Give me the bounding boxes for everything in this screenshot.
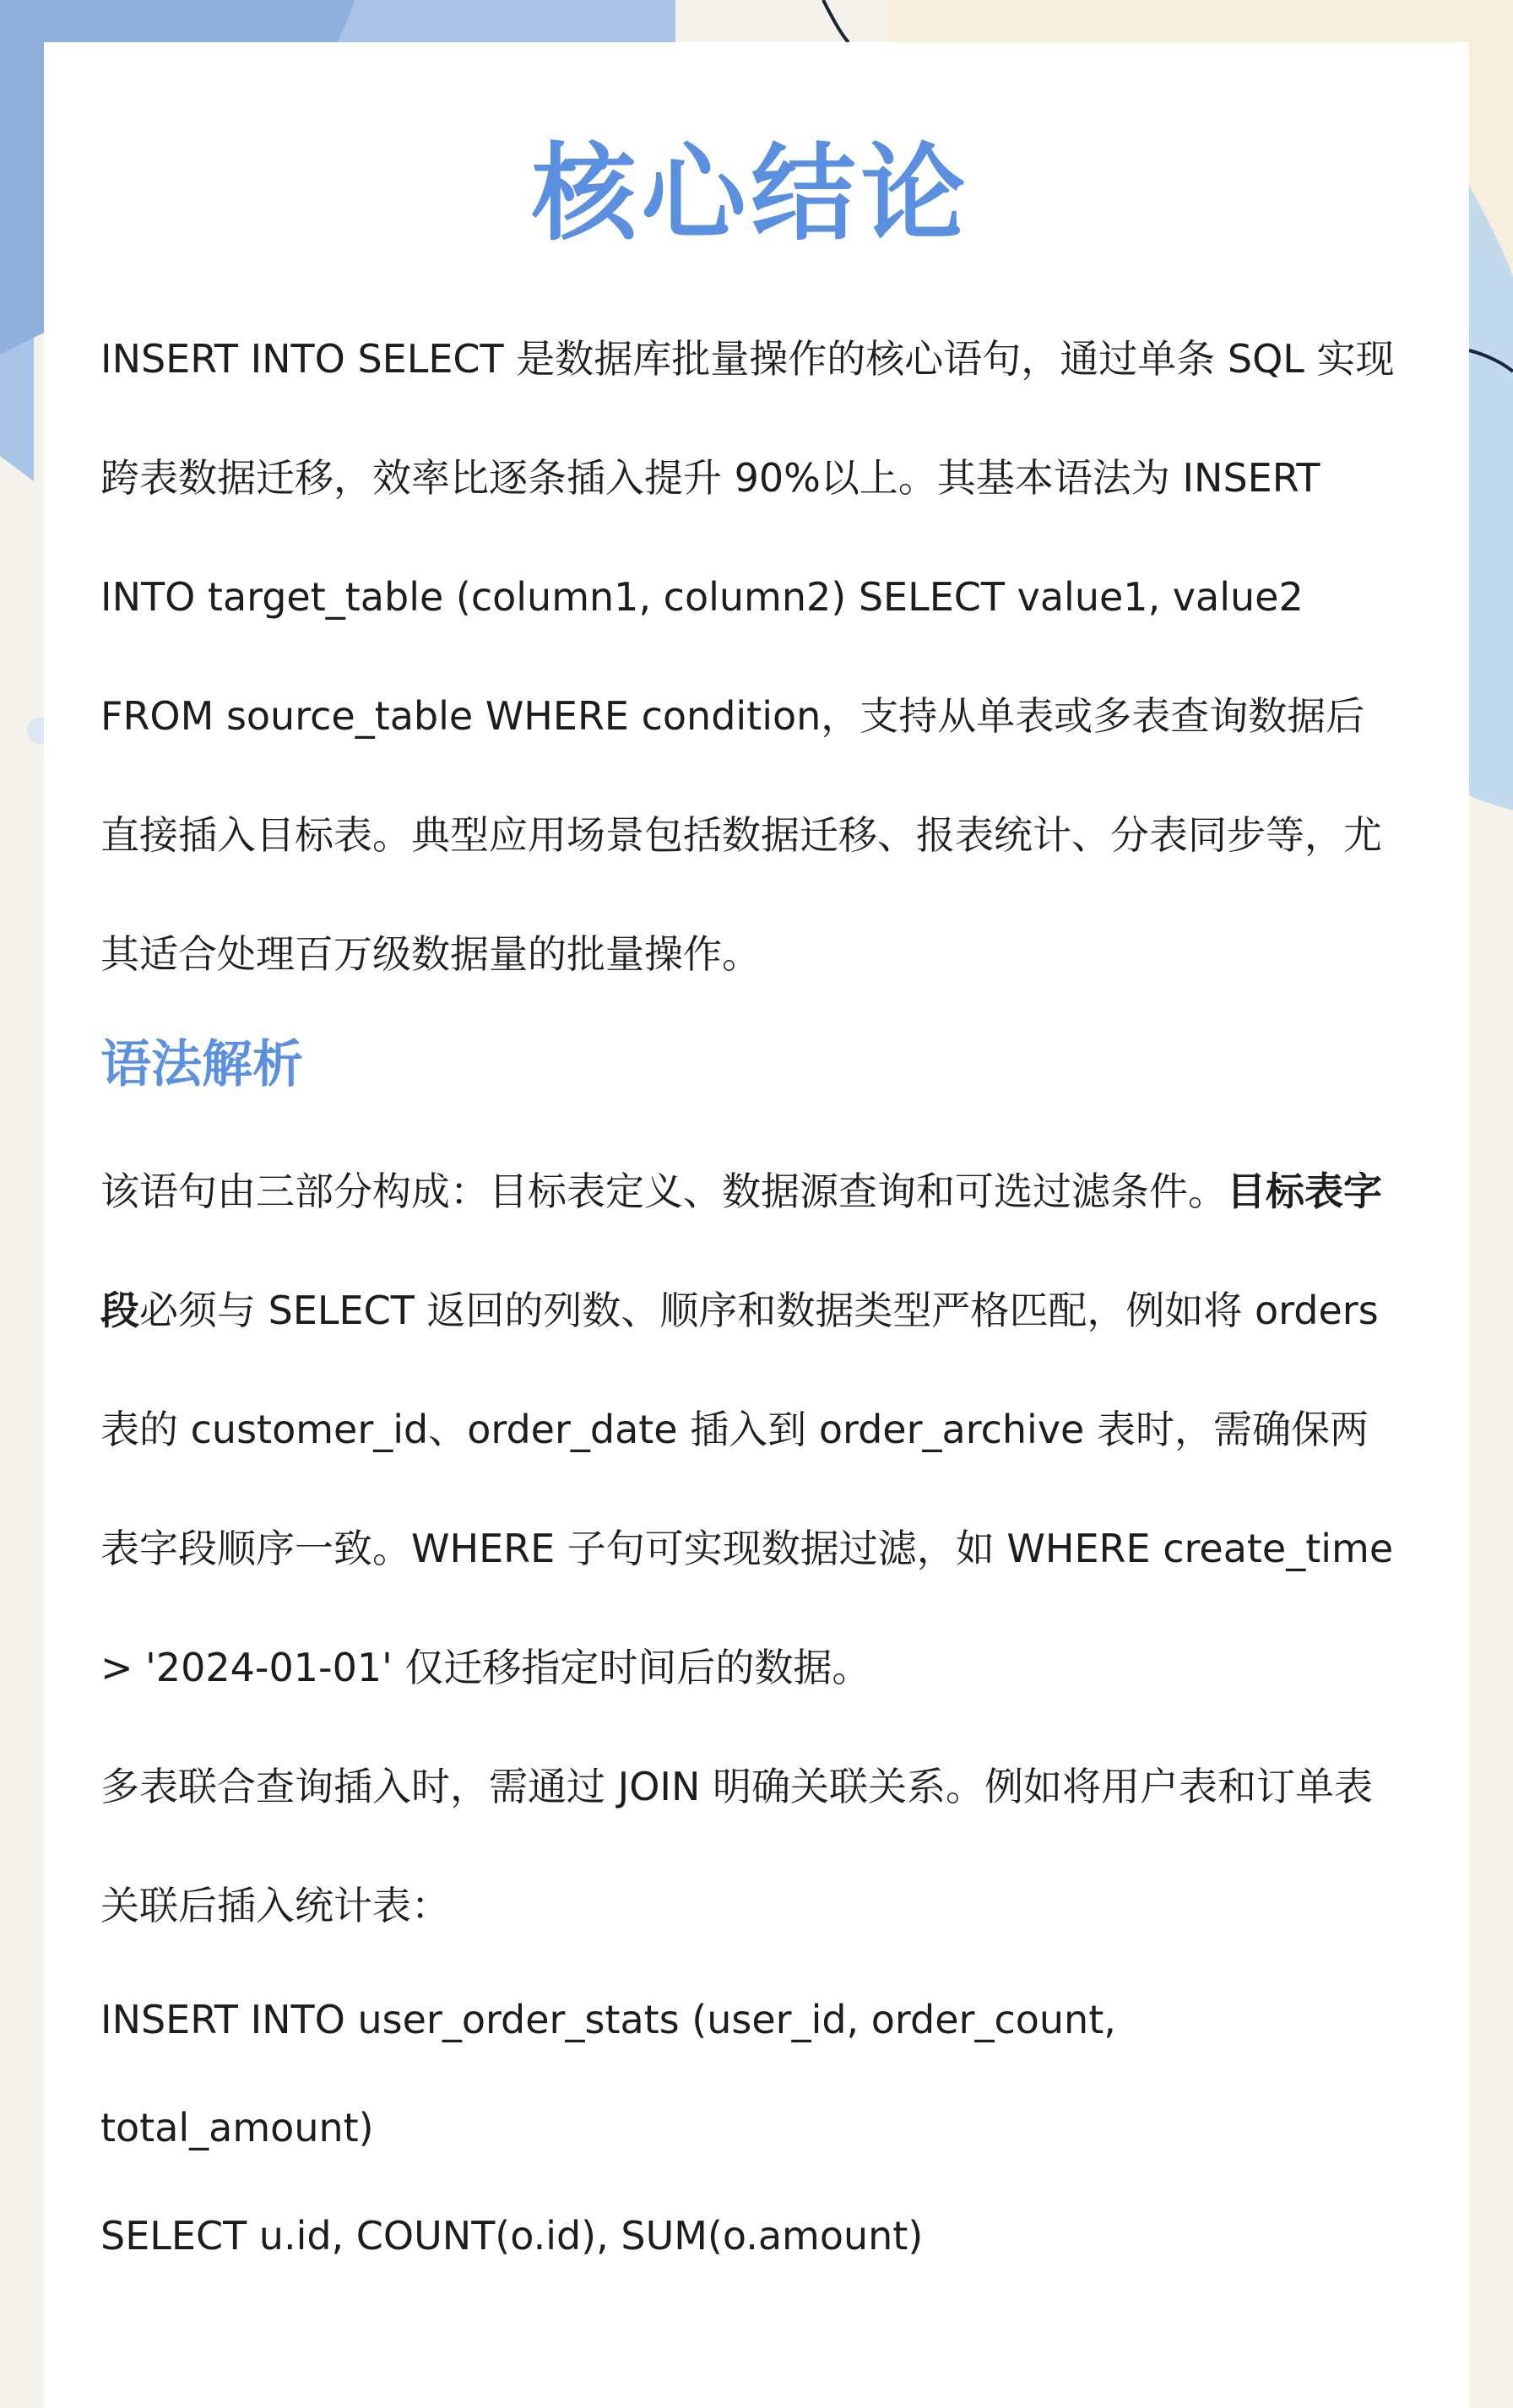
syntax-rest-text: 必须与 SELECT 返回的列数、顺序和数据类型严格匹配，例如将 orders 表的 customer_id、order_date 插入到 order_archive 表时，需确保两表字段顺序一致。WHERE 子句可实现数据过滤，如 WHERE create_time > '2024-01-01' 仅迁移指定时间后的数据。	[100, 1288, 1394, 1691]
section-title-syntax: 语法解析	[100, 1035, 303, 1095]
code-line-1: INSERT INTO user_order_stats (user_id, order_count, total_amount)	[100, 1997, 1129, 2151]
page-title: 核心结论	[531, 133, 971, 255]
syntax-bold-text: 目标表字段	[100, 1169, 1382, 1334]
syntax-paragraph	[100, 1132, 1402, 1727]
intro-paragraph: INSERT INTO SELECT 是数据库批量操作的核心语句，通过单条 SQL 实现跨表数据迁移，效率比逐条插入提升 90%以上。其基本语法为 INSERT INTO target_table (column1, column2) SELECT value1, value2 FROM source_table WHERE condition，支持从单表或多表查询数据后直接插入目标表。典型应用场景包括数据迁移、报表统计、分表同步等，尤其适合处理百万级数据量的批量操作。	[100, 336, 1395, 978]
content-card	[44, 42, 1469, 2408]
syntax-lead-text: 该语句由三部分构成：目标表定义、数据源查询和可选过滤条件。	[100, 1169, 1227, 1215]
join-paragraph: 多表联合查询插入时，需通过 JOIN 明确关联关系。例如将用户表和订单表关联后插入统计表：	[100, 1764, 1373, 1929]
code-line-2: SELECT u.id, COUNT(o.id), SUM(o.amount)	[100, 2213, 924, 2259]
